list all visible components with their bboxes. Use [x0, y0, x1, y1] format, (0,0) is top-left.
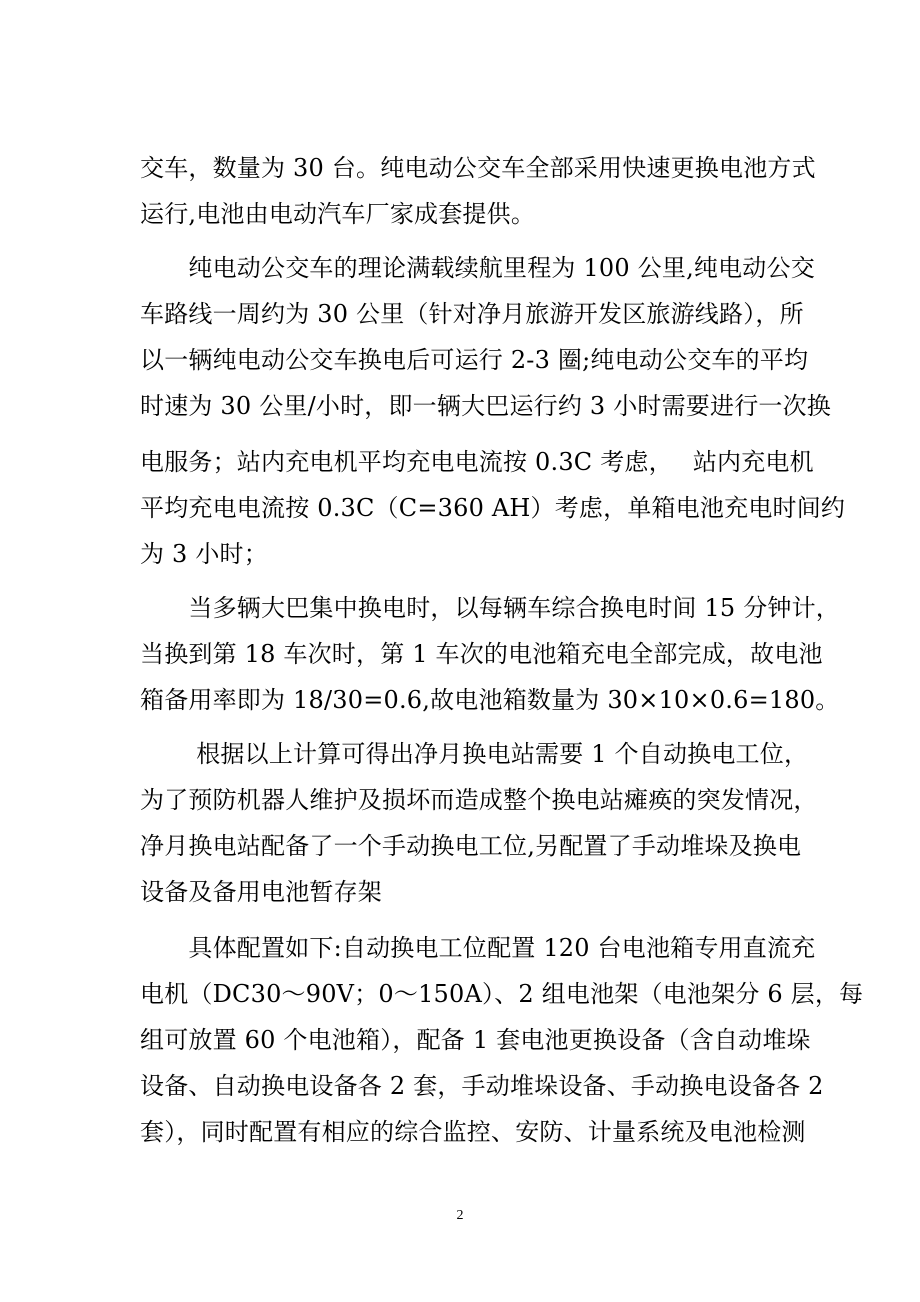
text-line: 净月换电站配备了一个手动换电工位,另配置了手动堆垛及换电 [140, 832, 802, 860]
text-line: 车路线一周约为 30 公里（针对净月旅游开发区旅游线路），所 [140, 300, 804, 328]
text-line: 电服务；站内充电机平均充电电流按 0.3C 考虑， 站内充电机 [140, 448, 814, 476]
text-line: 时速为 30 公里/小时，即一辆大巴运行约 3 小时需要进行一次换 [140, 392, 832, 420]
text-line: 运行,电池由电动汽车厂家成套提供。 [140, 200, 536, 228]
text-line: 以一辆纯电动公交车换电后可运行 2-3 圈;纯电动公交车的平均 [140, 346, 809, 374]
text-line: 交车，数量为 30 台。纯电动公交车全部采用快速更换电池方式 [140, 154, 816, 182]
text-line: 设备、自动换电设备各 2 套，手动堆垛设备、手动换电设备各 2 [140, 1072, 824, 1100]
text-line: 纯电动公交车的理论满载续航里程为 100 公里,纯电动公交 [140, 254, 815, 282]
text-line: 设备及备用电池暂存架 [140, 878, 382, 906]
text-line: 根据以上计算可得出净月换电站需要 1 个自动换电工位， [140, 740, 809, 768]
text-line: 套），同时配置有相应的综合监控、安防、计量系统及电池检测 [140, 1118, 806, 1146]
text-line: 为了预防机器人维护及损坏而造成整个换电站瘫痪的突发情况， [140, 786, 818, 814]
text-line: 具体配置如下:自动换电工位配置 120 台电池箱专用直流充 [140, 934, 816, 962]
page-number: 2 [456, 1208, 464, 1223]
text-line: 组可放置 60 个电池箱），配备 1 套电池更换设备（含自动堆垛 [140, 1026, 811, 1054]
text-line: 电机（DC30～90V；0～150A）、2 组电池架（电池架分 6 层，每 [140, 980, 864, 1008]
text-line: 当换到第 18 车次时，第 1 车次的电池箱充电全部完成，故电池 [140, 640, 823, 668]
text-line: 平均充电电流按 0.3C（C=360 AH）考虑，单箱电池充电时间约 [140, 494, 846, 522]
text-line: 箱备用率即为 18/30=0.6,故电池箱数量为 30×10×0.6=180。 [140, 686, 840, 714]
text-line: 为 3 小时； [140, 540, 268, 568]
text-line: 当多辆大巴集中换电时，以每辆车综合换电时间 15 分钟计， [140, 594, 840, 622]
